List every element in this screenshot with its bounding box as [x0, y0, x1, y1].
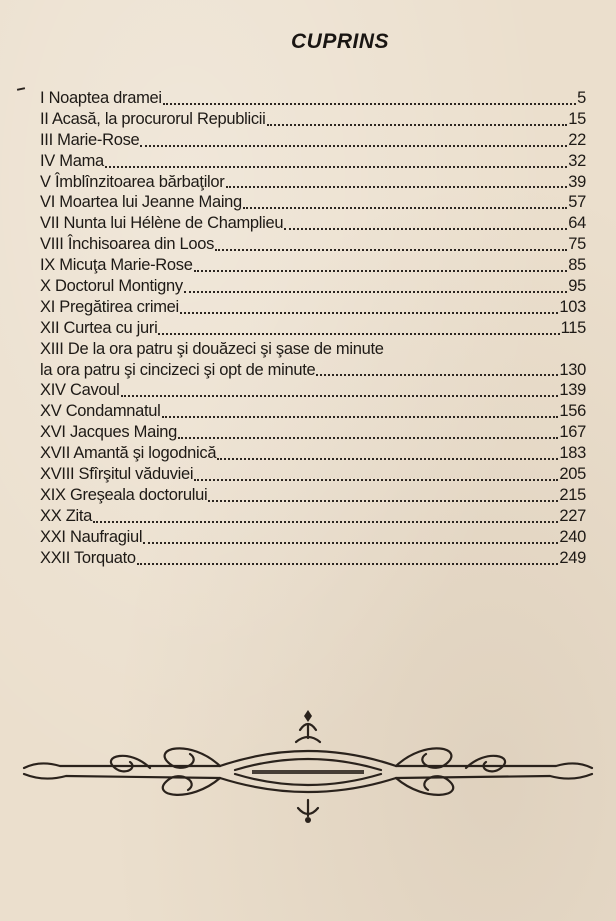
- dot-leader: [267, 124, 568, 126]
- toc-entry: [40, 380, 586, 401]
- toc-entry: [40, 255, 586, 276]
- table-of-contents: [40, 88, 586, 569]
- toc-page-number: 130: [559, 360, 586, 379]
- toc-entry-label: XV Condamnatul: [40, 402, 161, 421]
- toc-page-number: 249: [559, 548, 586, 567]
- toc-entry: [40, 401, 586, 422]
- dot-leader: [158, 333, 559, 335]
- toc-entry-label: XIX Greşeala doctorului: [40, 485, 208, 504]
- dot-leader: [194, 479, 558, 481]
- toc-entry: [40, 151, 586, 172]
- toc-entry-label: VI Moartea lui Jeanne Maing: [40, 193, 242, 212]
- toc-entry: [40, 192, 586, 213]
- dot-leader: [162, 416, 559, 418]
- dot-leader: [163, 103, 576, 105]
- toc-entry-label: XXI Naufragiul: [40, 527, 143, 546]
- toc-entry: [40, 234, 586, 255]
- toc-page-number: 183: [559, 444, 586, 463]
- toc-entry-label: XVIII Sfîrşitul văduviei: [40, 465, 194, 484]
- toc-entry-label: II Acasă, la procurorul Republicii: [40, 109, 266, 128]
- dot-leader: [194, 270, 568, 272]
- toc-page-number: 64: [568, 214, 586, 233]
- toc-entry: [40, 506, 586, 527]
- dot-leader: [316, 374, 558, 376]
- toc-entry-label: I Noaptea dramei: [40, 88, 162, 107]
- dot-leader: [184, 291, 567, 293]
- dot-leader: [284, 228, 567, 230]
- dot-leader: [178, 437, 558, 439]
- dot-leader: [121, 395, 559, 397]
- toc-entry: [40, 88, 586, 109]
- toc-entry: [40, 318, 586, 339]
- toc-page-number: 115: [560, 318, 586, 337]
- toc-entry: [40, 109, 586, 130]
- toc-entry: [40, 485, 586, 506]
- toc-entry: [40, 422, 586, 443]
- dot-leader: [226, 186, 568, 188]
- page-title: CUPRINS: [290, 30, 389, 53]
- toc-entry-label: XX Zita: [40, 506, 93, 525]
- toc-page-number: 205: [559, 465, 586, 484]
- dot-leader: [105, 166, 567, 168]
- toc-page-number: 32: [568, 151, 586, 170]
- toc-entry-label: X Doctorul Montigny: [40, 277, 183, 295]
- toc-page-number: 57: [568, 193, 586, 212]
- dot-leader: [137, 563, 559, 565]
- toc-page-number: 39: [568, 172, 586, 191]
- toc-entry: [40, 276, 586, 297]
- toc-page-number: 240: [559, 527, 586, 546]
- toc-page-number: 5: [577, 88, 586, 107]
- toc-entry-label: VIII Închisoarea din Loos: [40, 235, 215, 254]
- toc-entry: [40, 339, 586, 381]
- dot-leader: [140, 145, 567, 147]
- toc-entry-label: XIV Cavoul: [40, 381, 120, 400]
- dot-leader: [93, 521, 558, 523]
- toc-page-number: 75: [568, 235, 586, 254]
- toc-entry: [40, 130, 586, 151]
- toc-page-number: 139: [559, 381, 586, 400]
- toc-entry: [40, 527, 586, 548]
- toc-entry: [40, 443, 586, 464]
- toc-entry-label: IV Mama: [40, 151, 104, 170]
- toc-entry-label: XIII De la ora patru şi douăzeci şi şase de minute: [40, 339, 384, 358]
- toc-entry-label: XVI Jacques Maing: [40, 423, 178, 442]
- toc-entry: [40, 297, 586, 318]
- toc-entry: [40, 213, 586, 234]
- scroll-ornament-icon: [20, 708, 596, 826]
- toc-entry-label-continuation: la ora patru şi cincizeci şi opt de minute: [40, 360, 316, 379]
- toc-entry-label: VII Nunta lui Hélène de Champlieu: [40, 214, 284, 233]
- toc-entry-label: III Marie-Rose: [40, 130, 140, 149]
- toc-page-number: 167: [559, 423, 586, 442]
- toc-entry-label: XI Pregătirea crimei: [40, 297, 179, 316]
- toc-entry: [40, 464, 586, 485]
- toc-page-number: 156: [559, 402, 586, 421]
- toc-page-number: 103: [559, 297, 586, 316]
- toc-page-number: 15: [568, 109, 586, 128]
- toc-entry: [40, 172, 586, 193]
- dot-leader: [208, 500, 558, 502]
- margin-tick-mark: [17, 87, 25, 91]
- toc-page-number: 22: [568, 130, 586, 149]
- dot-leader: [180, 312, 558, 314]
- toc-page-number: 215: [559, 485, 586, 504]
- dot-leader: [217, 458, 558, 460]
- toc-entry: [40, 548, 586, 569]
- dot-leader: [143, 542, 558, 544]
- dot-leader: [243, 207, 567, 209]
- toc-entry-label: IX Micuţa Marie-Rose: [40, 256, 193, 275]
- toc-page-number: 227: [559, 506, 586, 525]
- toc-page-number: 95: [568, 277, 586, 295]
- dot-leader: [215, 249, 567, 251]
- toc-entry-label: XII Curtea cu juri: [40, 318, 158, 337]
- toc-entry-label: XVII Amantă şi logodnică: [40, 444, 217, 463]
- toc-page-number: 85: [568, 256, 586, 275]
- toc-entry-label: XXII Torquato: [40, 548, 136, 567]
- toc-entry-label: V Îmblînzitoarea bărbaţilor: [40, 172, 225, 191]
